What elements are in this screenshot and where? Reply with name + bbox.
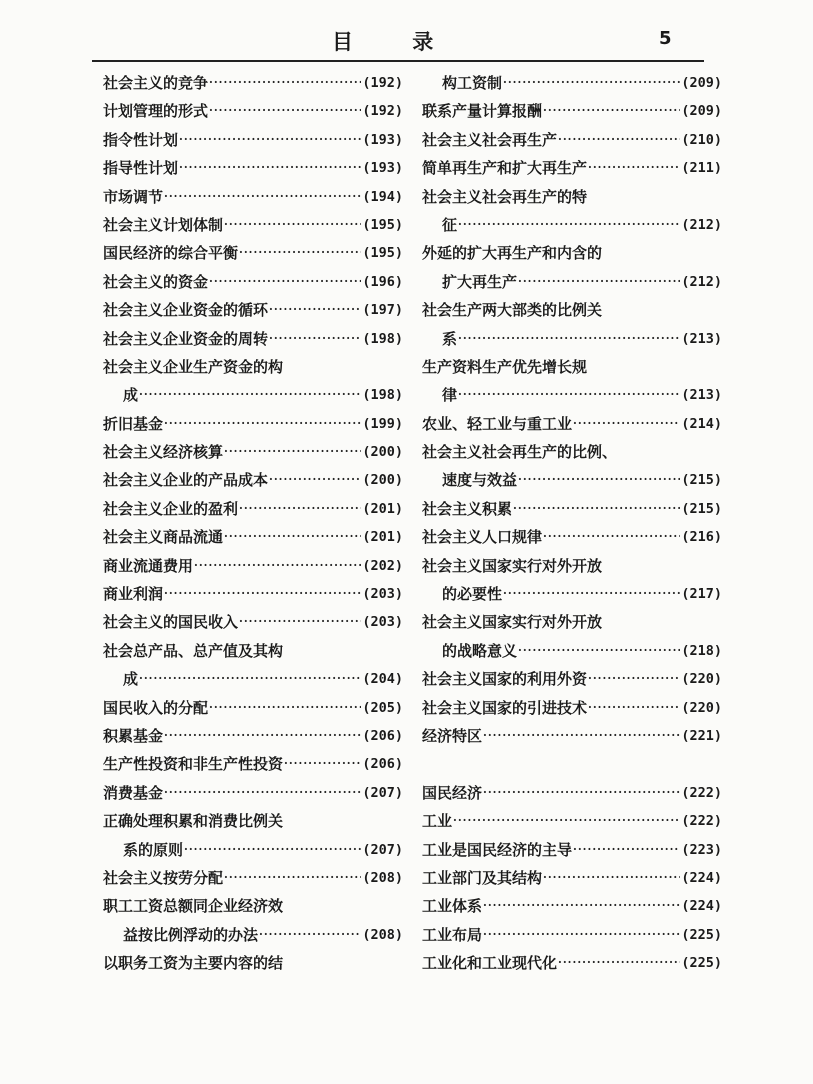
toc-entry-page: (208) (362, 926, 403, 943)
toc-entry (103, 949, 403, 977)
dot-leader (224, 864, 361, 892)
dot-leader (179, 154, 361, 182)
toc-entry-term: 社会主义经济核算 (103, 443, 224, 462)
toc-entry-page: (225) (681, 926, 722, 943)
toc-entry-page: (221) (681, 727, 722, 744)
toc-entry-term: 社会生产两大部类的比例关 (422, 301, 603, 320)
toc-entry-page: (208) (362, 869, 403, 886)
toc-entry-page: (206) (362, 756, 403, 773)
toc-entry-term: 社会主义积累 (422, 499, 513, 518)
toc-entry (422, 807, 722, 835)
toc-entry-term: 社会主义人口规律 (422, 528, 543, 547)
dot-leader (209, 694, 361, 722)
dot-leader (284, 750, 361, 778)
toc-entry-page: (209) (681, 103, 722, 120)
toc-entry-term: 经济特区 (422, 726, 483, 745)
toc-entry-term: 社会主义的国民收入 (103, 613, 239, 632)
dot-leader (483, 921, 680, 949)
toc-entry-term: 社会主义的竞争 (103, 74, 209, 92)
toc-entry-page: (223) (681, 841, 722, 858)
toc-entry-term: 职工工资总额同企业经济效 (103, 897, 284, 916)
toc-entry-page: (217) (681, 586, 722, 603)
toc-entry-page: (225) (681, 955, 722, 972)
toc-entry-page: (224) (681, 869, 722, 886)
toc-entry (103, 750, 403, 778)
dot-leader (164, 580, 361, 608)
toc-entry (422, 694, 722, 722)
dot-leader (164, 410, 361, 438)
dot-leader (259, 921, 361, 949)
toc-entry (103, 268, 403, 296)
toc-entry-term: 积累基金 (103, 726, 164, 745)
dot-leader (513, 495, 680, 523)
toc-entry-page: (192) (362, 75, 403, 91)
dot-leader (269, 325, 361, 353)
dot-leader (224, 211, 361, 239)
toc-entry-term: 社会主义企业资金的循环 (103, 301, 269, 320)
toc-entry (422, 608, 722, 636)
toc-entry-term: 指导性计划 (103, 159, 179, 178)
toc-entry (103, 864, 403, 892)
toc-entry (422, 921, 722, 949)
page-title: 目 录 (332, 29, 460, 54)
toc-entry-term: 社会主义社会再生产 (422, 130, 558, 149)
dot-leader (573, 836, 680, 864)
toc-entry-term: 社会主义按劳分配 (103, 868, 224, 887)
toc-entry-page: (215) (681, 472, 722, 489)
toc-entry-term: 消费基金 (103, 783, 164, 802)
toc-entry (103, 807, 403, 835)
dot-leader (543, 97, 680, 125)
toc-entry-page: (200) (362, 444, 403, 461)
dot-leader (483, 892, 680, 920)
page-header (0, 26, 813, 54)
toc-entry (103, 296, 403, 324)
toc-entry-term: 社会主义企业的产品成本 (103, 471, 269, 490)
toc-entry (103, 183, 403, 211)
toc-entry (103, 552, 403, 580)
toc-entry-page: (198) (362, 330, 403, 347)
toc-entry-term: 联系产量计算报酬 (422, 102, 543, 121)
toc-entry-page: (195) (362, 245, 403, 262)
toc-entry (422, 268, 722, 296)
toc-entry-term: 工业 (422, 812, 453, 831)
toc-entry-term: 外延的扩大再生产和内含的 (422, 244, 603, 263)
dot-leader (503, 69, 680, 97)
dot-leader (518, 466, 680, 494)
toc-entry-term: 社会总产品、总产值及其构 (103, 641, 284, 660)
toc-entry (103, 154, 403, 182)
toc-entry-term: 以职务工资为主要内容的结 (103, 954, 284, 973)
toc-entry-term: 社会主义国家的引进技术 (422, 698, 588, 717)
toc-entry-page: (214) (681, 415, 722, 432)
toc-entry-term: 市场调节 (103, 187, 164, 206)
toc-entry-page: (207) (362, 841, 403, 858)
dot-leader (194, 552, 361, 580)
dot-leader (558, 126, 680, 154)
dot-leader (573, 410, 680, 438)
toc-entry-page: (202) (362, 557, 403, 574)
dot-leader (239, 608, 361, 636)
toc-entry-page: (222) (681, 784, 722, 801)
dot-leader (224, 438, 361, 466)
dot-leader (588, 665, 680, 693)
toc-entry-page: (194) (362, 188, 403, 205)
toc-entry (103, 694, 403, 722)
toc-entry-page: (220) (681, 671, 722, 688)
dot-leader (588, 694, 680, 722)
toc-entry (422, 211, 722, 239)
toc-entry (422, 495, 722, 523)
dot-leader (518, 268, 680, 296)
toc-entry-term: 律 (442, 386, 458, 405)
toc-entry-term: 社会主义国家的利用外资 (422, 670, 588, 689)
toc-entry-page: (215) (681, 500, 722, 517)
toc-entry-term: 扩大再生产 (442, 272, 518, 291)
toc-entry-page: (203) (362, 586, 403, 603)
toc-entry-term: 征 (442, 215, 458, 234)
toc-entry (422, 154, 722, 182)
toc-entry (103, 466, 403, 494)
dot-leader (209, 69, 361, 97)
toc-entry-term: 益按比例浮动的办法 (123, 925, 259, 944)
dot-leader (483, 779, 680, 807)
toc-entry-page: (206) (362, 727, 403, 744)
toc-entry-page: (193) (362, 160, 403, 177)
toc-entry-page: (201) (362, 500, 403, 517)
toc-entry-term: 社会主义企业资金的周转 (103, 329, 269, 348)
toc-entry-term: 商业利润 (103, 585, 164, 604)
toc-entry-page: (199) (362, 415, 403, 432)
toc-entry-term: 工业部门及其结构 (422, 868, 543, 887)
toc-entry-term: 成 (123, 670, 139, 689)
toc-entry-term: 工业是国民经济的主导 (422, 840, 573, 859)
toc-entry-term: 工业化和工业现代化 (422, 954, 558, 973)
toc-entry-page: (222) (681, 813, 722, 830)
toc-entry (103, 381, 403, 409)
toc-entry-term: 生产资料生产优先增长规 (422, 357, 588, 376)
toc-entry-term: 国民收入的分配 (103, 698, 209, 717)
toc-entry-page: (220) (681, 699, 722, 716)
dot-leader (483, 722, 680, 750)
toc-entry (422, 836, 722, 864)
toc-entry (103, 495, 403, 523)
toc-entry (422, 438, 722, 466)
toc-entry-term: 系的原则 (123, 840, 184, 859)
dot-leader (139, 381, 361, 409)
toc-entry-term: 简单再生产和扩大再生产 (422, 159, 588, 178)
toc-entry (422, 523, 722, 551)
toc-entry (422, 353, 722, 381)
toc-entry-term: 速度与效益 (442, 471, 518, 490)
toc-entry (422, 410, 722, 438)
toc-entry-page: (213) (681, 330, 722, 347)
toc-entry-term: 商业流通费用 (103, 556, 194, 575)
dot-leader (239, 239, 361, 267)
toc-entry-page: (212) (681, 216, 722, 233)
toc-entry-term: 折旧基金 (103, 414, 164, 433)
toc-entry-term: 社会主义计划体制 (103, 215, 224, 234)
toc-entry-term: 系 (442, 329, 458, 348)
toc-entry-page: (198) (362, 387, 403, 404)
toc-entry-term: 社会主义商品流通 (103, 528, 224, 547)
toc-column-right (422, 69, 722, 978)
toc-entry (422, 69, 722, 97)
toc-entry-page: (207) (362, 784, 403, 801)
toc-entry (103, 438, 403, 466)
toc-entry (422, 864, 722, 892)
toc-entry-page: (195) (362, 216, 403, 233)
toc-entry (103, 523, 403, 551)
dot-leader (164, 779, 361, 807)
toc-entry (422, 97, 722, 125)
dot-leader (543, 864, 680, 892)
toc-entry-term: 的必要性 (442, 585, 503, 604)
toc-entry-term: 社会主义国家实行对外开放 (422, 613, 603, 632)
toc-entry-page: (201) (362, 529, 403, 546)
toc-entry (103, 921, 403, 949)
header-rule (92, 60, 704, 62)
toc-entry (422, 580, 722, 608)
toc-entry (103, 97, 403, 125)
toc-entry (103, 211, 403, 239)
toc-entry (103, 608, 403, 636)
toc-entry-page: (192) (362, 103, 403, 120)
toc-entry-term: 工业体系 (422, 897, 483, 916)
toc-entry-term: 指令性计划 (103, 130, 179, 149)
toc-entry-page: (218) (681, 642, 722, 659)
section-gap (422, 750, 722, 778)
toc-entry (422, 892, 722, 920)
toc-entry (422, 949, 722, 977)
dot-leader (179, 126, 361, 154)
toc-entry (422, 552, 722, 580)
toc-entry-term: 社会主义企业的盈利 (103, 499, 239, 518)
dot-leader (458, 381, 680, 409)
toc-entry (103, 779, 403, 807)
dot-leader (209, 268, 361, 296)
toc-entry-page: (224) (681, 898, 722, 915)
toc-entry-term: 社会主义国家实行对外开放 (422, 556, 603, 575)
dot-leader (453, 807, 680, 835)
dot-leader (503, 580, 680, 608)
dot-leader (239, 495, 361, 523)
dot-leader (164, 722, 361, 750)
toc-entry-page: (193) (362, 131, 403, 148)
page-number: 5 (659, 28, 672, 49)
dot-leader (139, 665, 361, 693)
toc-entry (103, 239, 403, 267)
toc-entry (422, 665, 722, 693)
toc-entry-page: (212) (681, 273, 722, 290)
dot-leader (269, 296, 361, 324)
toc-entry (422, 722, 722, 750)
toc-entry-page: (196) (362, 273, 403, 290)
toc-entry-term: 成 (123, 386, 139, 405)
toc-entry-page: (197) (362, 302, 403, 319)
dot-leader (209, 97, 361, 125)
toc-entry-term: 社会主义的资金 (103, 272, 209, 291)
toc-entry (103, 126, 403, 154)
dot-leader (184, 836, 361, 864)
toc-entry-term: 工业布局 (422, 925, 483, 944)
toc-entry-term: 正确处理积累和消费比例关 (103, 812, 284, 831)
toc-entry-term: 生产性投资和非生产性投资 (103, 755, 284, 774)
dot-leader (588, 154, 680, 182)
toc-entry (103, 665, 403, 693)
dot-leader (518, 637, 680, 665)
toc-entry-page: (209) (681, 75, 722, 91)
toc-entry (103, 580, 403, 608)
toc-entry (422, 296, 722, 324)
toc-entry-term: 计划管理的形式 (103, 102, 209, 121)
toc-entry (422, 325, 722, 353)
dot-leader (543, 523, 680, 551)
toc-entry-term: 社会主义社会再生产的比例、 (422, 443, 618, 462)
dot-leader (224, 523, 361, 551)
toc-entry-term: 农业、轻工业与重工业 (422, 414, 573, 433)
dot-leader (269, 466, 361, 494)
toc-entry (103, 637, 403, 665)
toc-entry (422, 466, 722, 494)
toc-entry-page: (204) (362, 671, 403, 688)
toc-entry-page: (210) (681, 131, 722, 148)
toc-entry (422, 239, 722, 267)
toc-entry-term: 国民经济的综合平衡 (103, 244, 239, 263)
toc-entry (103, 722, 403, 750)
toc-entry-page: (205) (362, 699, 403, 716)
toc-entry-page: (211) (681, 160, 722, 177)
toc-entry (103, 892, 403, 920)
toc-entry (103, 69, 403, 97)
toc-entry-term: 的战略意义 (442, 641, 518, 660)
toc-entry-term: 构工资制 (442, 74, 503, 92)
dot-leader (164, 183, 361, 211)
dot-leader (458, 211, 680, 239)
toc-entry (422, 381, 722, 409)
toc-entry-term: 社会主义社会再生产的特 (422, 187, 588, 206)
toc-entry (422, 126, 722, 154)
toc-entry (103, 325, 403, 353)
toc-entry-page: (213) (681, 387, 722, 404)
toc-entry (103, 410, 403, 438)
toc-entry-page: (216) (681, 529, 722, 546)
toc-column-left (103, 69, 403, 978)
toc-entry (422, 183, 722, 211)
toc-entry (422, 637, 722, 665)
toc-entry-page: (203) (362, 614, 403, 631)
toc-entry-page: (200) (362, 472, 403, 489)
toc-entry (103, 353, 403, 381)
toc-entry-term: 国民经济 (422, 783, 483, 802)
toc-entry (422, 779, 722, 807)
toc-entry-term: 社会主义企业生产资金的构 (103, 357, 284, 376)
dot-leader (458, 325, 680, 353)
dot-leader (558, 949, 680, 977)
toc-entry (103, 836, 403, 864)
